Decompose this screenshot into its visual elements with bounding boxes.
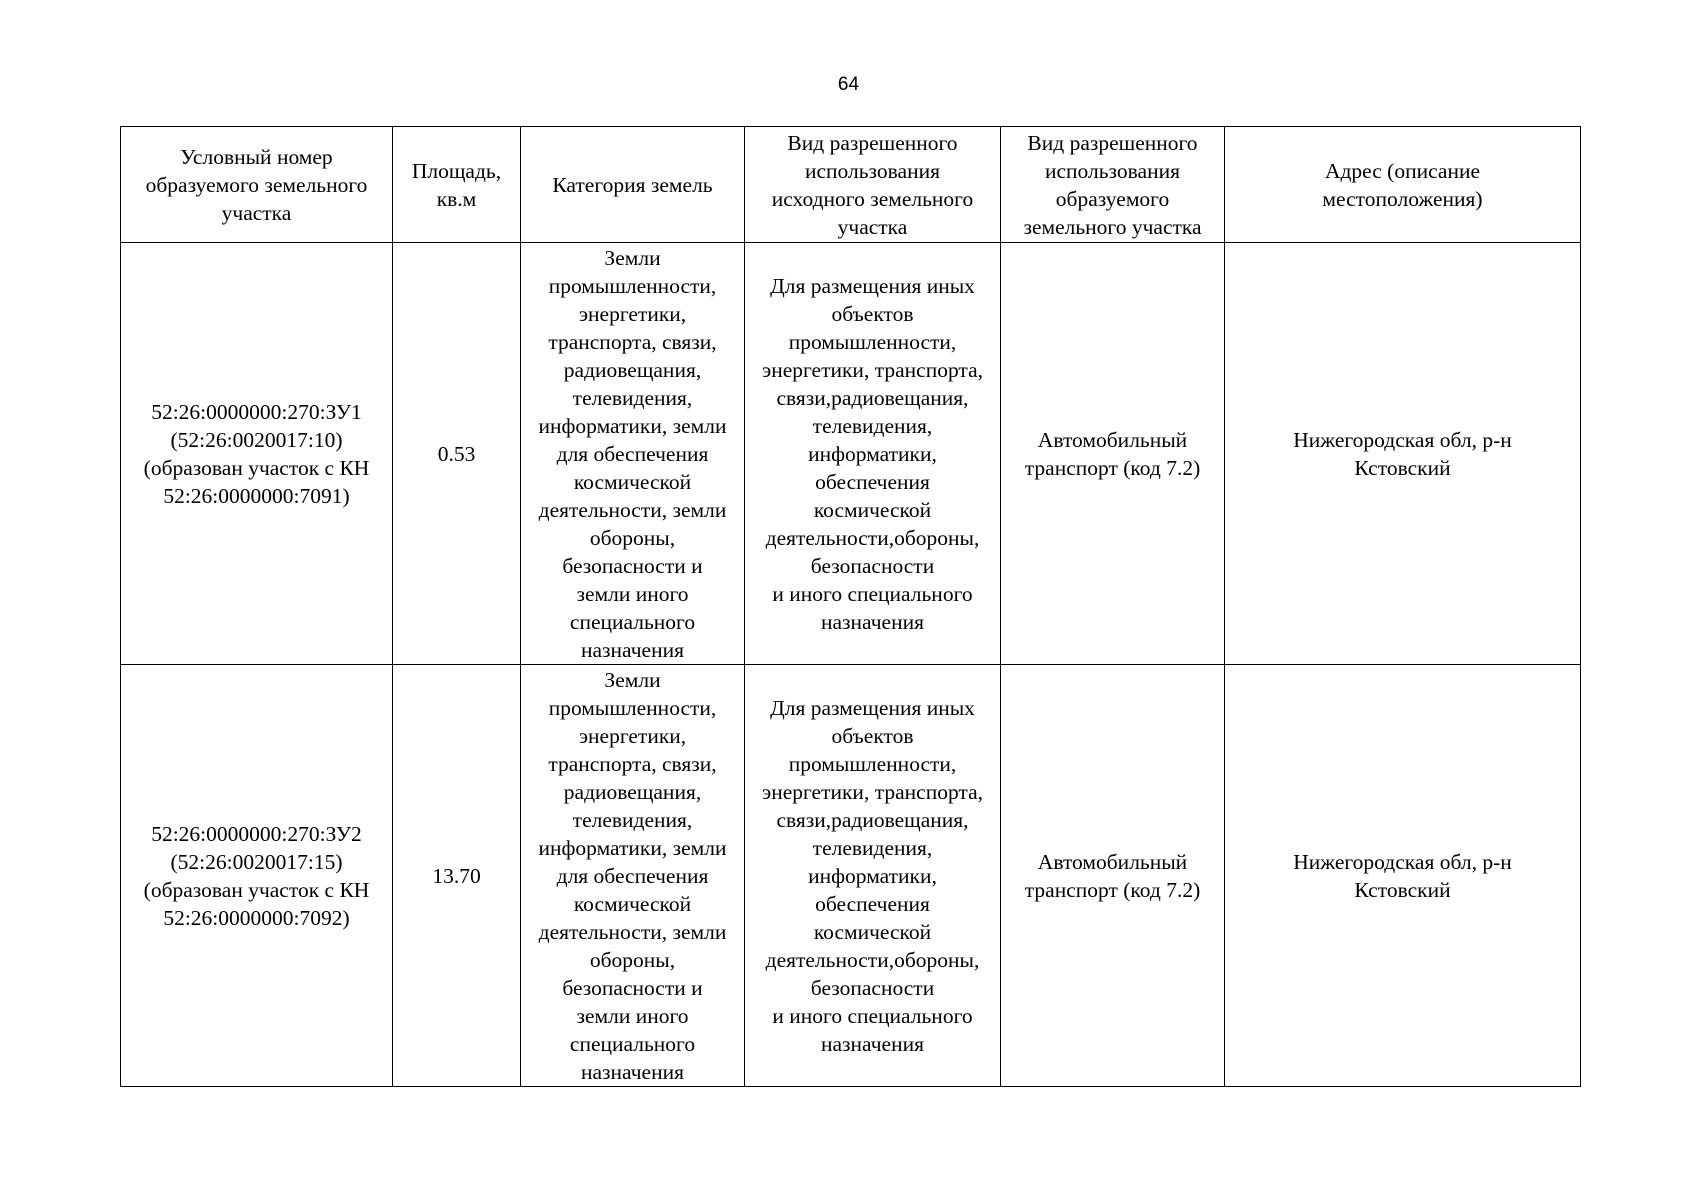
header-new-permitted-use: Вид разрешенного использования образуемого земельного участка (1001, 127, 1225, 243)
cell-land-category: Земли промышленности, энергетики, транспорта, связи, радиовещания, телевидения, информатики, земли для обеспечения космической деятельности, земли обороны, безопасности и земли иного специального назначения (521, 243, 745, 665)
cell-address: Нижегородская обл, р-н Кстовский (1225, 243, 1581, 665)
cell-source-permitted-use: Для размещения иных объектов промышленности, энергетики, транспорта, связи,радиовещания, телевидения, информатики, обеспечения космической деятельности,обороны, безопасности и иного специального назначения (745, 243, 1001, 665)
cell-area: 0.53 (393, 243, 521, 665)
land-plots-table (120, 126, 1581, 1087)
cell-source-permitted-use: Для размещения иных объектов промышленности, энергетики, транспорта, связи,радиовещания, телевидения, информатики, обеспечения космической деятельности,обороны, безопасности и иного специального назначения (745, 665, 1001, 1087)
header-area: Площадь, кв.м (393, 127, 521, 243)
header-plot-number: Условный номер образуемого земельного участка (121, 127, 393, 243)
table-row (121, 665, 1581, 1087)
cell-new-permitted-use: Автомобильный транспорт (код 7.2) (1001, 665, 1225, 1087)
cell-land-category: Земли промышленности, энергетики, транспорта, связи, радиовещания, телевидения, информатики, земли для обеспечения космической деятельности, земли обороны, безопасности и земли иного специального назначения (521, 665, 745, 1087)
header-land-category: Категория земель (521, 127, 745, 243)
cell-plot-number: 52:26:0000000:270:ЗУ2 (52:26:0020017:15) (образован участок с КН 52:26:0000000:7092) (121, 665, 393, 1087)
table-header-row (121, 127, 1581, 243)
page-number: 64 (837, 74, 860, 95)
cell-plot-number: 52:26:0000000:270:ЗУ1 (52:26:0020017:10) (образован участок с КН 52:26:0000000:7091) (121, 243, 393, 665)
header-address: Адрес (описание местоположения) (1225, 127, 1581, 243)
cell-address: Нижегородская обл, р-н Кстовский (1225, 665, 1581, 1087)
table-row (121, 243, 1581, 665)
cell-new-permitted-use: Автомобильный транспорт (код 7.2) (1001, 243, 1225, 665)
header-source-permitted-use: Вид разрешенного использования исходного земельного участка (745, 127, 1001, 243)
cell-area: 13.70 (393, 665, 521, 1087)
